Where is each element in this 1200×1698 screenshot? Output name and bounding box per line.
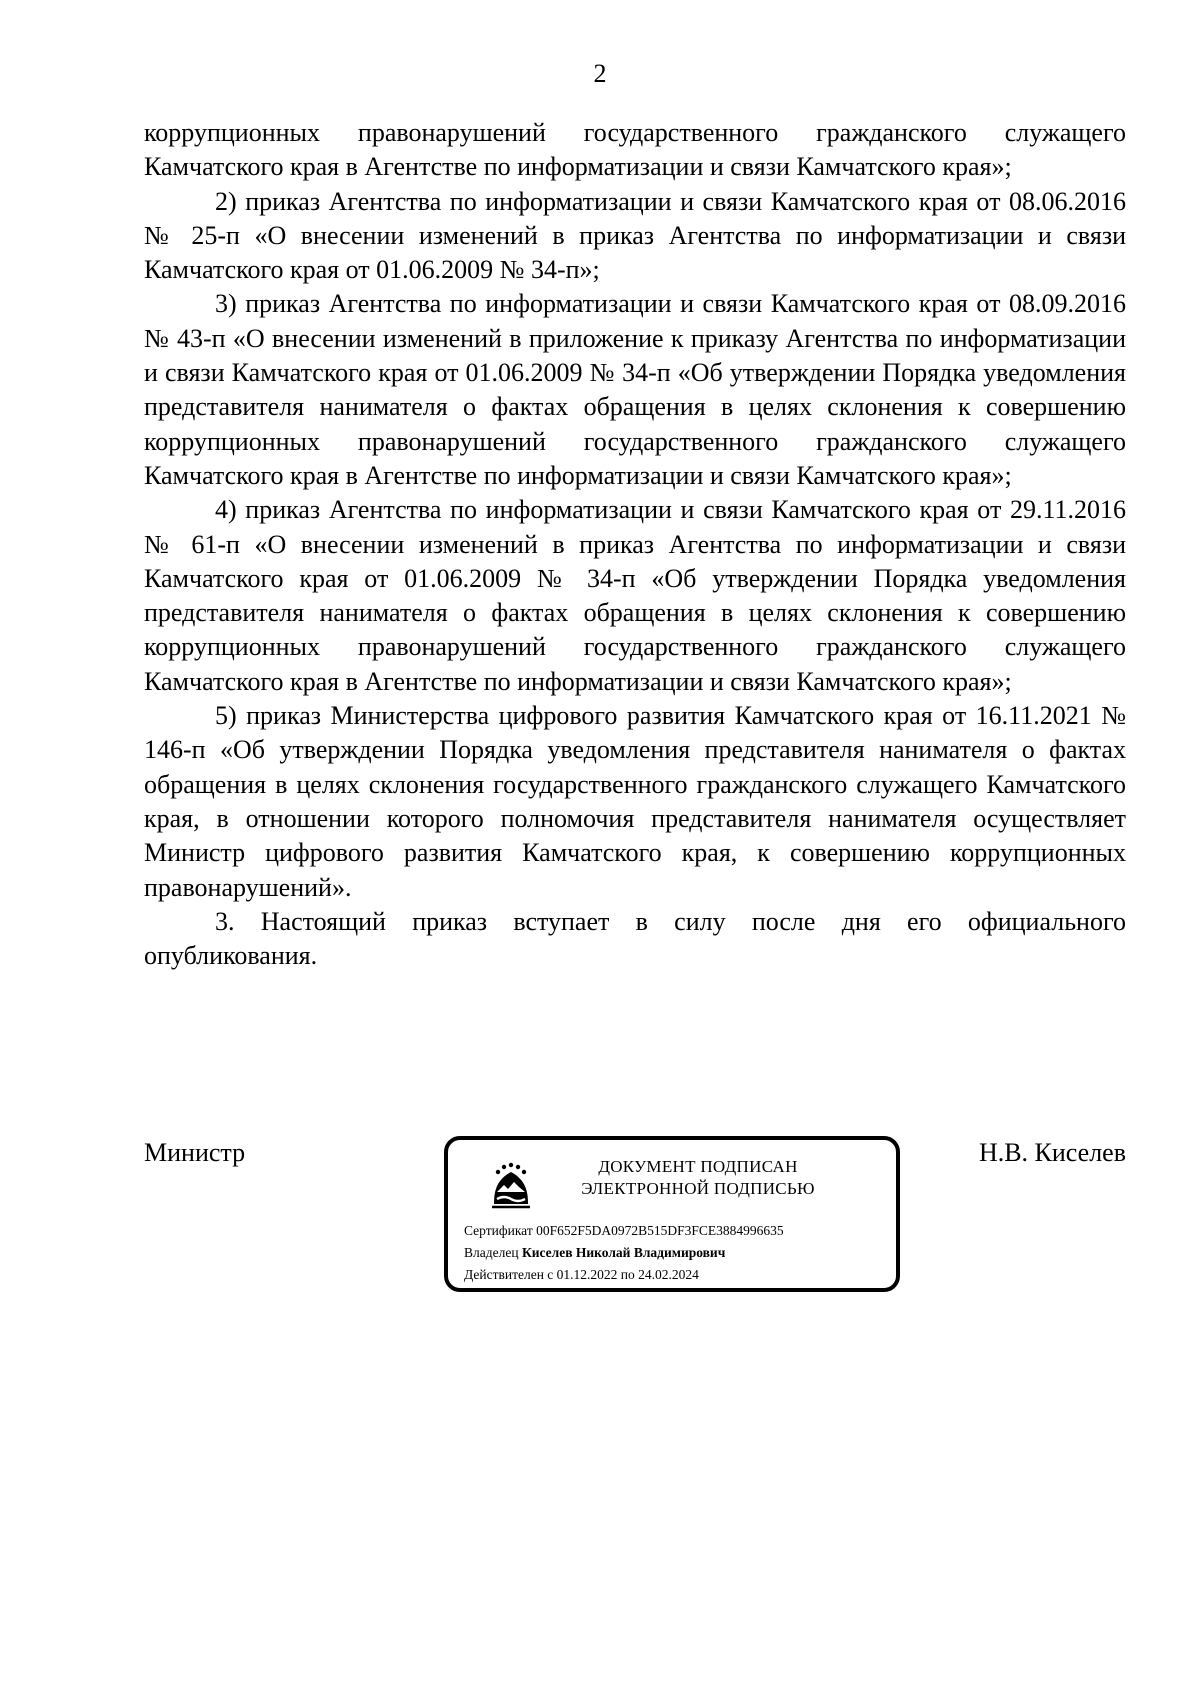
owner-value: Киселев Николай Владимирович — [521, 1245, 726, 1260]
valid-to-label: по — [620, 1267, 635, 1282]
valid-label: Действителен с — [464, 1267, 554, 1282]
paragraph-item-5: 5) приказ Министерства цифрового развития Камчатского края от 16.11.2021 № 146-п «Об утверждении Порядка уведомления представителя нанимателя о фактах обращения в целях склонения государственного гражданского служащего Камчатского края, в отношении которого полномочия представителя нанимателя осуществляет Министр цифрового развития Камчатского края, к совершению коррупционных правонарушений». — [144, 701, 1126, 902]
certificate-value: 00F652F5DA0972B515DF3FCE3884996635 — [536, 1223, 784, 1238]
signer-position: Министр — [144, 1138, 246, 1167]
stamp-heading-line-1: ДОКУМЕНТ ПОДПИСАН — [598, 1157, 798, 1176]
signature-block — [144, 1136, 1126, 1296]
stamp-heading — [548, 1156, 848, 1200]
owner-label: Владелец — [464, 1245, 519, 1260]
stamp-details — [464, 1220, 784, 1286]
valid-from: 01.12.2022 — [556, 1267, 618, 1282]
valid-to: 24.02.2024 — [638, 1267, 699, 1282]
kamchatka-coat-of-arms-icon — [488, 1158, 534, 1210]
electronic-signature-stamp — [444, 1136, 900, 1292]
paragraph-continuation: коррупционных правонарушений государственного гражданского служащего Камчатского края в Агентстве по информатизации и связи Камчатского края»; — [144, 118, 1126, 182]
paragraph-item-3: 3) приказ Агентства по информатизации и связи Камчатского края от 08.09.2016 № 43-п «О внесении изменений в приложение к приказу Агентства по информатизации и связи Камчатского края от 01.06.2009 № 34-п «Об утверждении Порядка уведомления представителя нанимателя о фактах обращения в целях склонения к совершению коррупционных правонарушений государственного гражданского служащего Камчатского края в Агентстве по информатизации и связи Камчатского края»; — [144, 289, 1126, 490]
page-number: 2 — [593, 59, 607, 88]
stamp-certificate-row — [464, 1220, 784, 1242]
paragraph-item-4: 4) приказ Агентства по информатизации и связи Камчатского края от 29.11.2016 № 61-п «О внесении изменений в приказ Агентства по информатизации и связи Камчатского края от 01.06.2009 № 34-п «Об утверждении Порядка уведомления представителя нанимателя о фактах обращения в целях склонения к совершению коррупционных правонарушений государственного гражданского служащего Камчатского края в Агентстве по информатизации и связи Камчатского края»; — [144, 495, 1126, 696]
stamp-validity-row — [464, 1264, 784, 1286]
paragraph-item-2: 2) приказ Агентства по информатизации и связи Камчатского края от 08.06.2016 № 25-п «О внесении изменений в приказ Агентства по информатизации и связи Камчатского края от 01.06.2009 № 34-п»; — [144, 186, 1126, 285]
paragraph-effective-date: 3. Настоящий приказ вступает в силу после дня его официального опубликования. — [144, 906, 1126, 971]
certificate-label: Сертификат — [464, 1223, 533, 1238]
stamp-owner-row — [464, 1242, 784, 1264]
signer-name: Н.В. Киселев — [978, 1138, 1126, 1167]
stamp-heading-line-2: ЭЛЕКТРОННОЙ ПОДПИСЬЮ — [581, 1179, 815, 1198]
document-body — [144, 116, 1126, 973]
